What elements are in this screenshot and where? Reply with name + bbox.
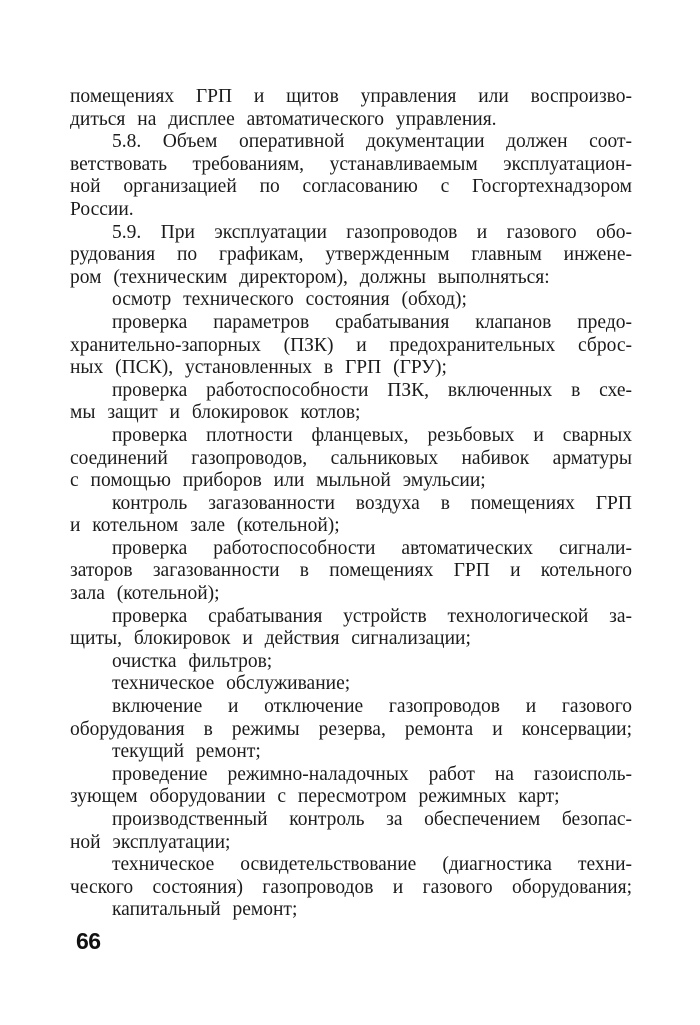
- text-line: соединений газопроводов, сальниковых набивок арматуры: [70, 447, 632, 469]
- text-line: проведение режимно-наладочных работ на газоисполь-: [112, 763, 632, 785]
- text-line: ром (техническим директором), должны выполняться:: [70, 266, 550, 288]
- text-line: щиты, блокировок и действия сигнализации;: [70, 628, 471, 650]
- text-line: зала (котельной);: [70, 583, 220, 605]
- text-line: проверка срабатывания устройств технологической за-: [112, 605, 632, 627]
- text-line: ной организацией по согласованию с Госгортехнадзором: [70, 176, 632, 198]
- text-line: России.: [70, 198, 134, 220]
- text-line: оборудования в режимы резерва, ремонта и консервации;: [70, 718, 632, 740]
- text-line: производственный контроль за обеспечением безопас-: [112, 809, 632, 830]
- text-line: ных (ПСК), установленных в ГРП (ГРУ);: [70, 357, 447, 379]
- text-line: проверка работоспособности ПЗК, включенных в схе-: [112, 379, 632, 401]
- text-line: с помощью приборов или мыльной эмульсии;: [70, 470, 486, 492]
- text-line: мы защит и блокировок котлов;: [70, 402, 361, 424]
- text-line: хранительно-запорных (ПЗК) и предохранительных сброс-: [70, 334, 632, 356]
- page-number: 66: [76, 928, 101, 954]
- text-line: диться на дисплее автоматического управления.: [70, 108, 497, 130]
- text-line: заторов загазованности в помещениях ГРП и котельного: [70, 560, 632, 582]
- text-line: и котельном зале (котельной);: [70, 515, 340, 537]
- text-line: осмотр технического состояния (обход);: [112, 289, 467, 311]
- text-block: [70, 86, 632, 922]
- text-line: проверка параметров срабатывания клапанов предо-: [112, 311, 632, 333]
- text-line: ной эксплуатации;: [70, 831, 231, 853]
- text-line: 5.9. При эксплуатации газопроводов и газового обо-: [112, 221, 632, 243]
- text-line: 5.8. Объем оперативной документации должен соот-: [112, 131, 632, 153]
- text-line: проверка работоспособности автоматических сигнали-: [112, 537, 632, 559]
- text-line: текущий ремонт;: [112, 741, 261, 763]
- text-line: ческого состояния) газопроводов и газового оборудования;: [70, 876, 632, 898]
- text-line: рудования по графикам, утвержденным главным инжене-: [70, 244, 632, 266]
- text-line: помещениях ГРП и щитов управления или воспроизво-: [70, 86, 632, 107]
- text-line: техническое обслуживание;: [112, 673, 351, 695]
- text-line: зующем оборудовании с пересмотром режимных карт;: [70, 786, 560, 808]
- text-line: очистка фильтров;: [112, 650, 273, 672]
- text-line: капитальный ремонт;: [112, 899, 298, 921]
- text-line: проверка плотности фланцевых, резьбовых и сварных: [112, 424, 632, 446]
- text-line: ветствовать требованиям, устанавливаемым эксплуатацион-: [70, 153, 632, 175]
- text-line: включение и отключение газопроводов и газового: [112, 696, 632, 718]
- text-line: контроль загазованности воздуха в помещениях ГРП: [112, 492, 632, 514]
- text-line: техническое освидетельствование (диагностика техни-: [112, 854, 632, 876]
